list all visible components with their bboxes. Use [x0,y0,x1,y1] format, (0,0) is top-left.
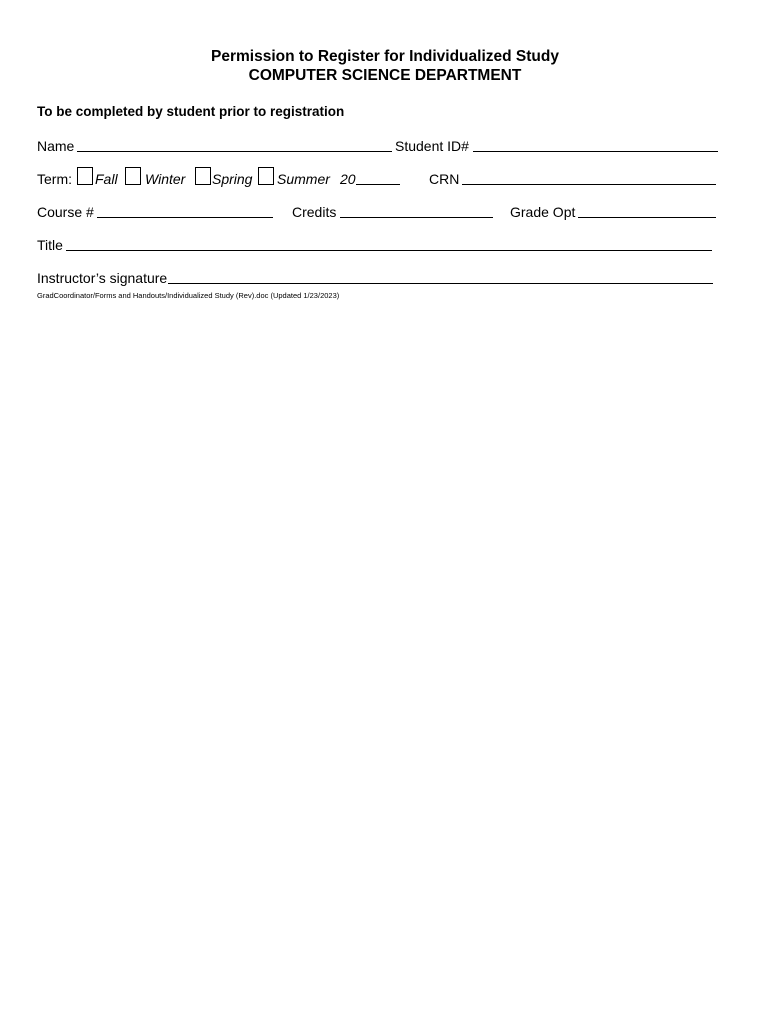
term-winter-checkbox[interactable] [125,167,141,185]
instructor-signature-label: Instructor’s signature [37,270,168,286]
instructor-signature-field[interactable] [168,283,713,284]
term-spring-checkbox[interactable] [195,167,211,185]
document-path-footer: GradCoordinator/Forms and Handouts/Individualized Study (Rev).doc (Updated 1/23/2023) [37,291,340,300]
year-field[interactable] [356,184,400,185]
term-label: Term: [37,171,72,187]
grade-opt-label: Grade Opt [510,204,576,220]
course-field[interactable] [97,217,273,218]
crn-label: CRN [429,171,460,187]
crn-field[interactable] [462,184,716,185]
term-summer-checkbox[interactable] [258,167,274,185]
grade-opt-field[interactable] [578,217,716,218]
course-label: Course # [37,204,94,220]
title-field[interactable] [66,250,712,251]
term-winter-label: Winter [145,171,186,187]
instructions-text: To be completed by student prior to registration [37,104,345,119]
credits-field[interactable] [340,217,493,218]
term-fall-checkbox[interactable] [77,167,93,185]
term-summer-label: Summer [277,171,330,187]
credits-label: Credits [292,204,337,220]
title-label: Title [37,237,63,253]
year-prefix: 20 [340,171,356,187]
name-field[interactable] [77,151,392,152]
term-fall-label: Fall [95,171,118,187]
term-spring-label: Spring [212,171,253,187]
name-label: Name [37,138,75,154]
student-id-field[interactable] [473,151,718,152]
department-title: COMPUTER SCIENCE DEPARTMENT [248,67,522,84]
student-id-label: Student ID# [395,138,469,154]
form-title: Permission to Register for Individualized Study [211,48,559,65]
